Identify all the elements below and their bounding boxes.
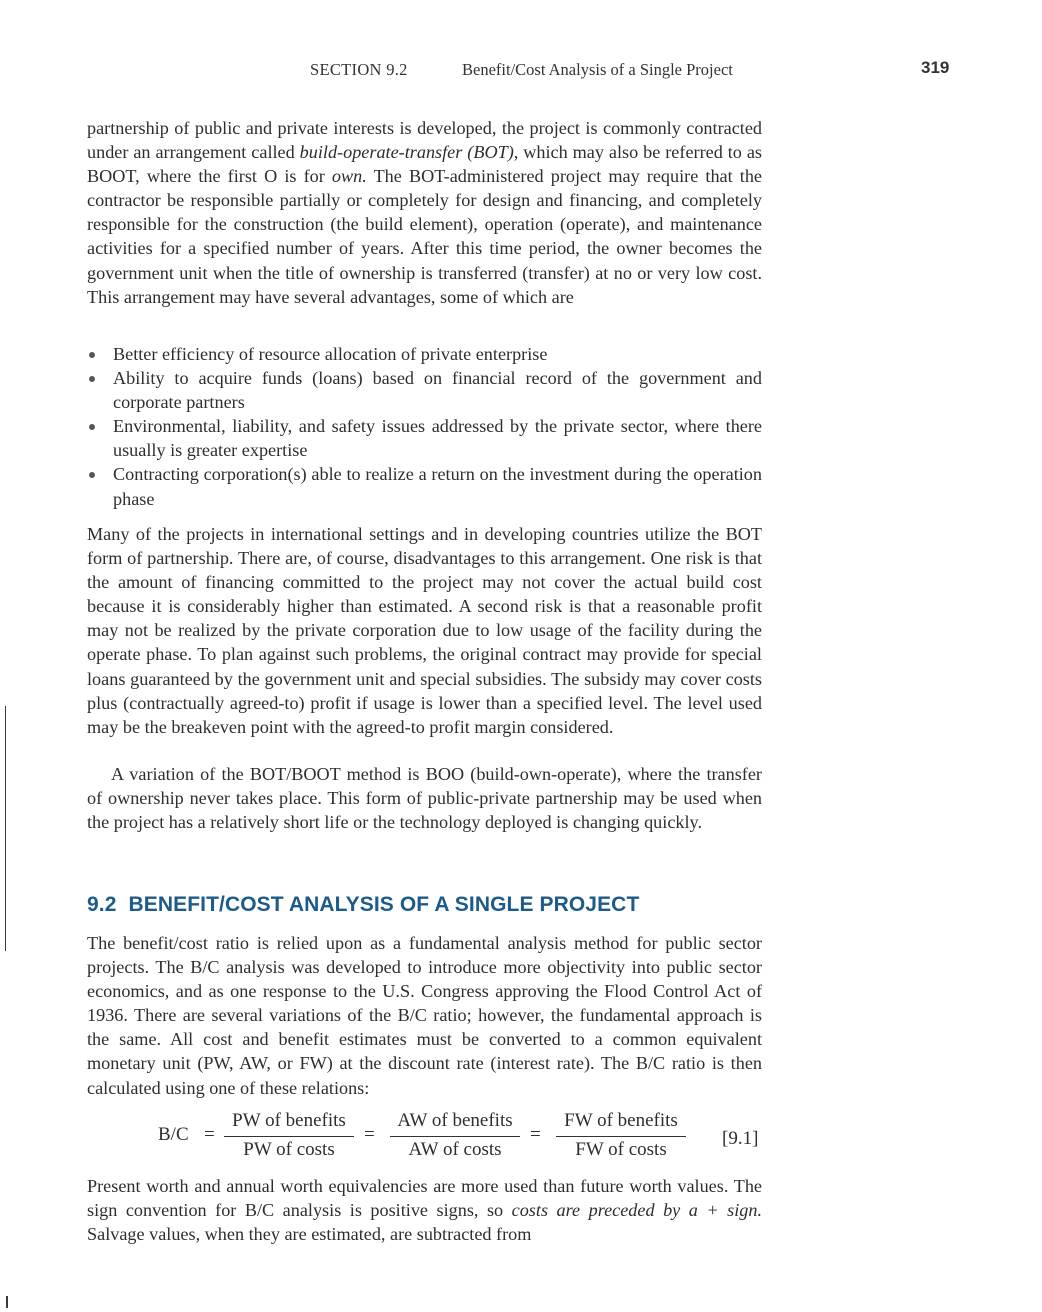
advantages-list <box>87 342 762 511</box>
bullet-icon <box>89 376 95 382</box>
paragraph-text: partnership of public and private interests is developed, the project is commonly contracted under an arrangement called <box>87 118 762 163</box>
page-number: 319 <box>921 58 950 77</box>
equals-sign: = <box>364 1124 375 1145</box>
bullet-icon <box>89 472 95 478</box>
bullet-icon <box>89 424 95 430</box>
paragraph-boo: A variation of the BOT/BOOT method is BOO (build-own-operate), where the transfer of ownership never takes place. This form of public-private partnership may be used when the project has a relatively short life or the technology deployed is changing quickly. <box>87 764 762 833</box>
fraction-bar <box>390 1136 520 1137</box>
paragraph-disadvantages: Many of the projects in international settings and in developing countries utilize the BOT form of partnership. There are, of course, disadvantages to this arrangement. One risk is that the amount of financing committed to the project may not cover the actual build cost because it is considerably higher than estimated. A second risk is that a reasonable profit may not be realized by the private corporation due to low usage of the facility during the operate phase. To plan against such problems, the original contract may provide for special loans guaranteed by the government unit and special subsidies. The subsidy may cover costs plus (contractually agreed-to) profit if usage is lower than a specified level. The level used may be the breakeven point with the agreed-to profit margin considered. <box>87 524 762 737</box>
paragraph-text: Salvage values, when they are estimated, are subtracted from <box>87 1224 532 1245</box>
equals-sign: = <box>530 1124 541 1145</box>
fraction-pw <box>224 1110 354 1161</box>
fraction-fw <box>556 1110 686 1161</box>
fraction-bar <box>556 1136 686 1137</box>
margin-rule <box>5 706 6 951</box>
running-head-section: SECTION 9.2 <box>310 60 408 79</box>
list-item: Contracting corporation(s) able to realize a return on the investment during the operation phase <box>87 462 762 510</box>
equation-number: [9.1] <box>722 1128 759 1149</box>
paragraph-bc-intro: The benefit/cost ratio is relied upon as a fundamental analysis method for public sector projects. The B/C analysis was developed to introduce more objectivity into public sector economics, and as one response to the U.S. Congress approving the Flood Control Act of 1936. There are several variations of the B/C ratio; however, the fundamental approach is the same. All cost and benefit estimates must be converted to a common equivalent monetary unit (PW, AW, or FW) at the discount rate (interest rate). The B/C ratio is then calculated using one of these relations: <box>87 933 762 1098</box>
fraction-denominator: AW of costs <box>408 1139 502 1160</box>
fraction-bar <box>224 1136 354 1137</box>
running-head-title: Benefit/Cost Analysis of a Single Project <box>462 60 733 79</box>
italic-sign-rule: costs are preceded by a + sign. <box>511 1200 762 1221</box>
paragraph-text: which may also be referred to as BOOT, where the first O is for <box>87 142 762 187</box>
section-number: 9.2 <box>87 893 117 916</box>
italic-term-own: own. <box>331 166 367 187</box>
paragraph-bot-intro <box>87 116 762 309</box>
equation-lhs: B/C <box>158 1124 189 1145</box>
fraction-numerator: FW of benefits <box>564 1110 678 1131</box>
list-item: Ability to acquire funds (loans) based on financial record of the government and corporate partners <box>87 366 762 414</box>
section-heading <box>87 893 639 917</box>
fraction-numerator: PW of benefits <box>232 1110 346 1131</box>
fraction-denominator: PW of costs <box>243 1139 335 1160</box>
paragraph-text: Present worth and annual worth equivalencies are more used than future worth values. The sign convention for B/C analysis is positive signs, so <box>87 1176 762 1221</box>
italic-term-bot: build-operate-transfer (BOT), <box>299 142 519 163</box>
fraction-denominator: FW of costs <box>575 1139 667 1160</box>
paragraph-sign-convention <box>87 1174 762 1246</box>
margin-tick <box>6 1296 8 1308</box>
list-item: Better efficiency of resource allocation of private enterprise <box>87 342 762 366</box>
fraction-aw <box>390 1110 520 1161</box>
list-item: Environmental, liability, and safety issues addressed by the private sector, where there usually is greater expertise <box>87 414 762 462</box>
fraction-numerator: AW of benefits <box>397 1110 513 1131</box>
equation-9-1 <box>158 1110 778 1166</box>
section-title: BENEFIT/COST ANALYSIS OF A SINGLE PROJECT <box>128 893 640 916</box>
equals-sign: = <box>204 1124 215 1145</box>
running-head <box>0 56 1042 82</box>
bullet-icon <box>89 352 95 358</box>
paragraph-text: The BOT-administered project may require that the contractor be responsible partially or completely for design and financing, and completely responsible for the construction (the build element), operation (operate), and maintenance activities for a specified number of years. After this time period, the owner becomes the government unit when the title of ownership is transferred (transfer) at no or very low cost. This arrangement may have several advantages, some of which are <box>87 166 763 307</box>
